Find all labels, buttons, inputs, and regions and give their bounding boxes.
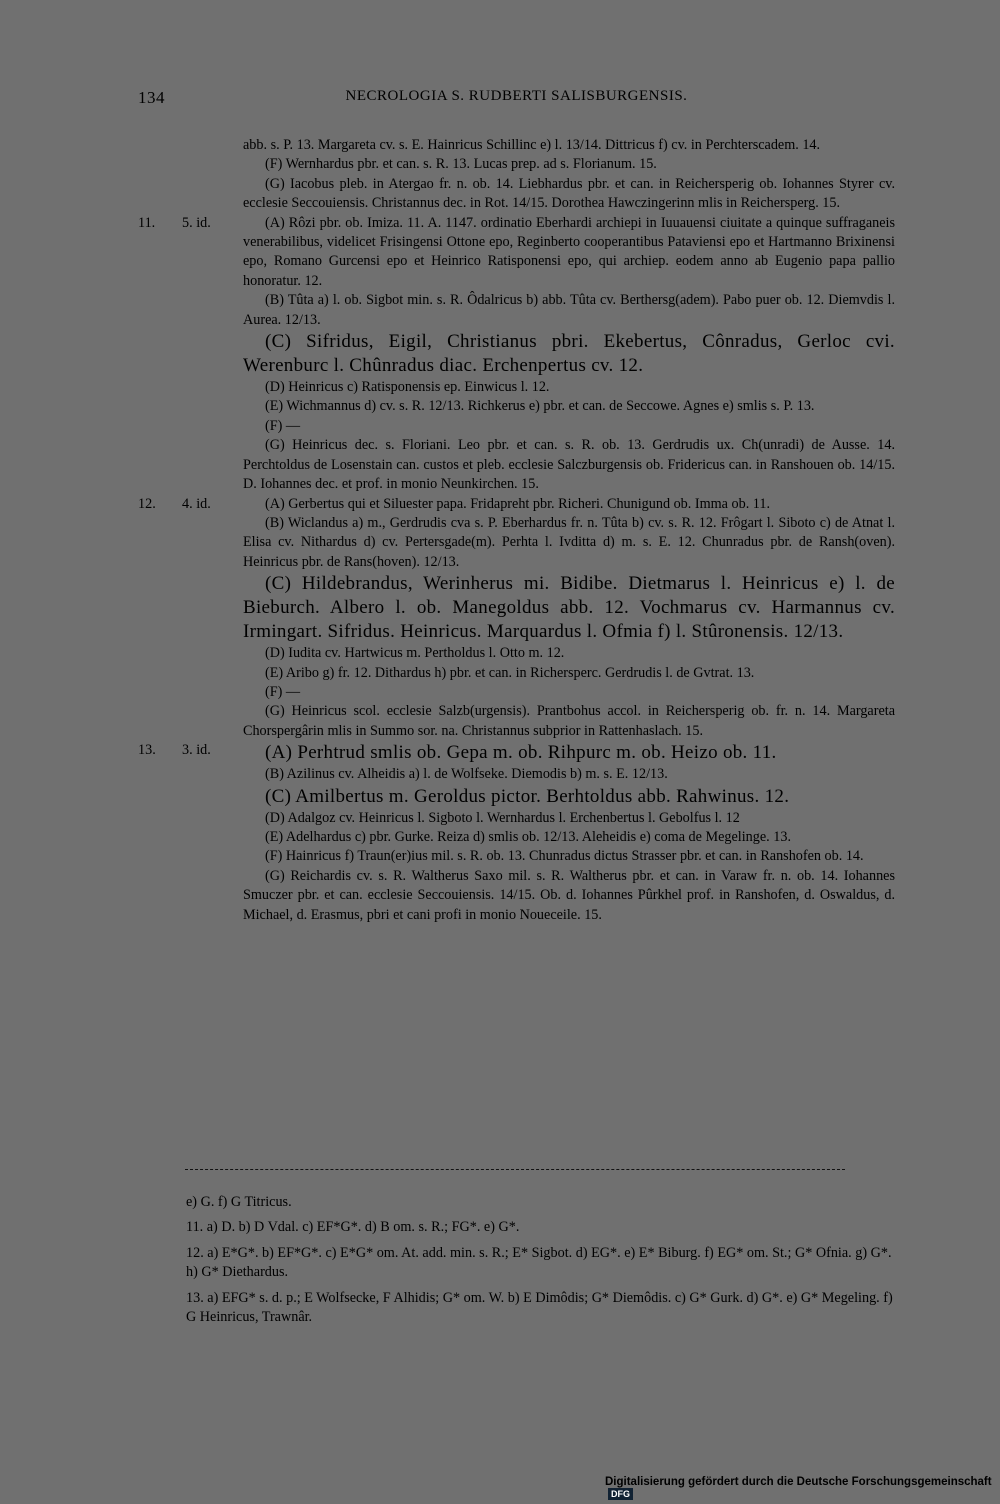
page-number: 134 xyxy=(138,88,165,107)
digitization-credit xyxy=(605,1476,1000,1500)
entry-line: (B) Azilinus cv. Alheidis a) l. de Wolfseke. Diemodis b) m. s. E. 12/13. xyxy=(265,766,668,783)
entry-date xyxy=(138,741,211,760)
entry-line: (D) Iudita cv. Hartwicus m. Pertholdus l. Otto m. 12. xyxy=(265,645,565,662)
footnote-text: 12. a) E*G*. b) EF*G*. c) E*G* om. At. add. min. s. R.; E* Sigbot. d) EG*. e) E* Biburg. f) EG* om. St.; G* Ofnia. g) G*. h) G* Diethardus. xyxy=(186,1244,892,1281)
entry-number: 11. xyxy=(138,214,156,231)
entry-line-large: (C) Amilbertus m. Geroldus pictor. Berhtoldus abb. Rahwinus. 12. xyxy=(265,785,790,807)
continuation-line: (G) Iacobus pleb. in Atergao fr. n. ob. 14. Liebhardus pbr. et can. in Reichersperig ob. Iohannes Styrer cv. ecclesie Seccouiensis. Christannus dec. in Rot. 14/15. Dorothea Hawczingerinn mlis in Reichersperg. 15. xyxy=(243,175,895,212)
entry-line-large: (A) Perhtrud smlis ob. Gepa m. ob. Rihpurc m. ob. Heizo ob. 11. xyxy=(265,742,777,764)
entry-line: (E) Adelhardus c) pbr. Gurke. Reiza d) smlis ob. 12/13. Aleheidis e) coma de Megelinge. 13. xyxy=(265,828,791,845)
entry-line: (E) Aribo g) fr. 12. Dithardus h) pbr. et can. in Richersperc. Gerdrudis l. de Gvtrat. 13. xyxy=(265,664,755,681)
entry-line: (D) Heinricus c) Ratisponensis ep. Einwicus l. 12. xyxy=(265,379,550,396)
entry-line: (B) Tûta a) l. ob. Sigbot min. s. R. Ôdalricus b) abb. Tûta cv. Berthersg(adem). Pabo puer ob. 12. Diemvdis l. Aurea. 12/13. xyxy=(243,292,895,328)
page-header xyxy=(138,88,895,114)
day-entry xyxy=(138,214,895,495)
footnote-text: 13. a) EFG* s. d. p.; E Wolfsecke, F Alhidis; G* om. W. b) E Dimôdis; G* Diemôdis. c) G* Gurk. d) G*. e) G* Megeling. f) G Heinricus, Trawnâr. xyxy=(186,1289,893,1326)
entry-line: (G) Heinricus dec. s. Floriani. Leo pbr. et can. s. R. ob. 13. Gerdrudis ux. Ch(unradi) de Ausse. 14. Perchtoldus de Losenstain can. custos et pleb. ecclesie Salczburgensis ob. Fridericus can. in Ranshouen ob. 14/15. D. Iohannes dec. et prof. in monio Neunkirchen. 15. xyxy=(243,437,895,493)
main-text xyxy=(138,136,895,925)
entry-line: (E) Wichmannus d) cv. s. R. 12/13. Richkerus e) pbr. et can. de Seccowe. Agnes e) smlis s. P. 13. xyxy=(265,398,815,415)
entry-day: 5. id. xyxy=(182,214,211,231)
credit-text: Digitalisierung gefördert durch die Deutsche Forschungsgemeinschaft xyxy=(605,1475,992,1488)
continuation-line: abb. s. P. 13. Margareta cv. s. E. Hainricus Schillinc e) l. 13/14. Dittricus f) cv. in Perchterscadem. 14. xyxy=(243,137,821,153)
continuation-line: (F) Wernhardus pbr. et can. s. R. 13. Lucas prep. ad s. Florianum. 15. xyxy=(265,156,657,173)
entry-number: 12. xyxy=(138,495,156,512)
entry-date xyxy=(138,495,211,514)
footnote-line xyxy=(138,1218,896,1237)
entry-line: (G) Heinricus scol. ecclesie Salzb(urgensis). Prantbohus accol. in Reichersperig ob. fr. n. 14. Margareta Chorspergârin mlis in Summo sor. na. Christannus subprior in Rattenhaslach. 15. xyxy=(243,703,895,739)
entry-line: (G) Reichardis cv. s. R. Waltherus Saxo mil. s. R. Waltherus pbr. et can. in Varaw fr. n. ob. 14. Iohannes Smuczer pbr. et can. ecclesie Seccouiensis. 14/15. Ob. d. Iohannes Pûrkhel prof. in Ranshofen, d. Oswaldus, d. Michael, d. Erasmus, pbri et cani profi in monio Noueceile. 15. xyxy=(243,867,895,923)
footnote-text: 11. a) D. b) D Vdal. c) EF*G*. d) B om. s. R.; FG*. e) G*. xyxy=(186,1219,520,1236)
footnotes xyxy=(138,1193,896,1333)
dfg-logo: DFG xyxy=(608,1488,633,1500)
footnote-line xyxy=(138,1244,896,1283)
footnote-divider xyxy=(185,1169,845,1170)
entry-number: 13. xyxy=(138,742,156,759)
entry-line: (A) Rôzi pbr. ob. Imiza. 11. A. 1147. ordinatio Eberhardi archiepi in Iuuauensi ciuitate a quinque suffraganeis venerabilibus, videlicet Frisingensi Ottone epo, Reginberto cooperantibus Pataviensi epo et Hartmanno Brixinensi epo, Romano Gurcensi epo et Heinrico Ratisponensi epo, qui archiep. eodem anno ab Eugenio papa pallio honoratur. 12. xyxy=(243,214,895,289)
running-title: NECROLOGIA S. RUDBERTI SALISBURGENSIS. xyxy=(345,88,688,104)
footnote-line xyxy=(138,1193,896,1212)
entry-line: (B) Wiclandus a) m., Gerdrudis cva s. P. Eberhardus fr. n. Tûta b) cv. s. R. 12. Frôgart l. Siboto c) de Atnat l. Elisa cv. Nithardus d) cv. Pertersgade(m). Perhta l. Ivditta d) m. s. E. 12. Chunradus pbr. de Ransh(oven). Heinricus pbr. de Rans(hoven). 12/13. xyxy=(243,514,895,570)
entry-line: (F) Hainricus f) Traun(er)ius mil. s. R. ob. 13. Chunradus dictus Strasser pbr. et can. in Ranshofen ob. 14. xyxy=(265,848,864,865)
footnote-text: e) G. f) G Titricus. xyxy=(186,1194,292,1210)
day-entry xyxy=(138,495,895,742)
entry-line: (F) — xyxy=(265,683,301,700)
entry-line: (D) Adalgoz cv. Heinricus l. Sigboto l. Wernhardus l. Erchenbertus l. Gebolfus l. 12 xyxy=(265,809,740,826)
entry-date xyxy=(138,214,211,233)
entry-day: 4. id. xyxy=(182,495,211,512)
entry-line: (F) — xyxy=(265,417,301,434)
day-entry xyxy=(138,741,895,925)
entry-line: (A) Gerbertus qui et Siluester papa. Fridapreht pbr. Richeri. Chunigund ob. Imma ob. 11. xyxy=(265,495,770,512)
footnote-line xyxy=(138,1289,896,1328)
entry-day: 3. id. xyxy=(182,742,211,759)
entry-line-large: (C) Sifridus, Eigil, Christianus pbri. Ekebertus, Cônradus, Gerloc cvi. Werenburc l. Chûnradus diac. Erchenpertus cv. 12. xyxy=(243,331,895,377)
entry-line-large: (C) Hildebrandus, Werinherus mi. Bidibe. Dietmarus l. Heinricus e) l. de Bieburch. Albero l. ob. Manegoldus abb. 12. Vochmarus cv. Harmannus cv. Irmingart. Sifridus. Heinricus. Marquardus l. Ofmia f) l. Stûronensis. 12/13. xyxy=(243,573,895,643)
